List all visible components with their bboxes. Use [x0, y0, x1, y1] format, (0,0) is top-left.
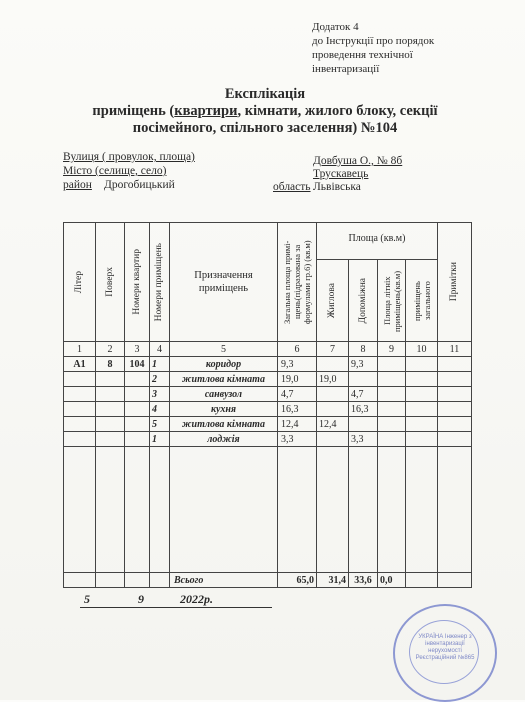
header-common: приміщень загального: [406, 260, 438, 342]
street-label: Вулиця ( провулок, площа): [63, 151, 195, 163]
col-number: 4: [150, 342, 170, 357]
col-number: 5: [170, 342, 278, 357]
appendix-line: проведення технічної: [312, 49, 413, 61]
appendix-line: Додаток 4: [312, 21, 359, 33]
document-title: [40, 86, 490, 137]
col-number: 8: [349, 342, 378, 357]
col-number: 3: [125, 342, 150, 357]
explication-table: [63, 222, 472, 588]
col-number: 6: [278, 342, 317, 357]
total-area: 65,0: [278, 573, 317, 588]
header-notes: Примітки: [438, 223, 472, 342]
document-date: [84, 592, 213, 607]
table-row: А1 8 104 1 коридор 9,3 9,3: [64, 357, 472, 372]
title-line-2: приміщень (квартири, кімнати, жилого блоку, секції: [92, 103, 438, 119]
official-seal: [393, 604, 497, 702]
title-line-3: посімейного, спільного заселення) №104: [132, 120, 398, 136]
col-number: 7: [317, 342, 349, 357]
appendix-note: [312, 20, 434, 76]
col-number: 9: [378, 342, 406, 357]
header-floor: Поверх: [96, 223, 125, 342]
total-row: [64, 573, 472, 588]
col-number: 1: [64, 342, 96, 357]
region-label: область: [273, 181, 311, 193]
header-room-numbers: Номери приміщень: [150, 223, 170, 342]
total-summer: 0,0: [378, 573, 406, 588]
col-number: 10: [406, 342, 438, 357]
district-label: район: [63, 179, 92, 191]
table-row: 2 житлова кімната 19,0 19,0: [64, 372, 472, 387]
header-aux: Допоміжна: [349, 260, 378, 342]
table-row: 1 лоджія 3,3 3,3: [64, 432, 472, 447]
total-aux: 33,6: [349, 573, 378, 588]
city-label: Місто (селище, село): [63, 165, 167, 177]
header-purpose: Призначення приміщень: [170, 223, 278, 342]
appendix-line: інвентаризації: [312, 63, 380, 75]
street-value: Довбуша О., № 8б: [313, 155, 403, 167]
header-total-area: Загальна площа примі-щень(підрахована за формулами гр.6) (кв.м): [278, 223, 317, 342]
date-year: 2022р.: [180, 592, 213, 606]
header-apt-numbers: Номери квартир: [125, 223, 150, 342]
seal-text: УКРАЇНА Інженер з інвентаризації нерухомості Реєстраційний №865: [415, 634, 475, 661]
appendix-line: до Інструкції про порядок: [312, 35, 435, 47]
header-summer: Площа літніх приміщень(кв.м): [378, 260, 406, 342]
region-value: Львівська: [313, 181, 361, 193]
header-liter: Літер: [64, 223, 96, 342]
district-value: Дрогобицький: [104, 179, 175, 191]
title-line-1: Експлікація: [224, 86, 306, 102]
date-underline: [80, 607, 272, 608]
header-living: Жиглова: [317, 260, 349, 342]
date-day: 5: [84, 592, 90, 606]
date-month: 9: [138, 592, 144, 606]
total-label: Всього: [170, 573, 278, 588]
table-row: 4 кухня 16,3 16,3: [64, 402, 472, 417]
col-number: 2: [96, 342, 125, 357]
city-value: Трускавець: [313, 168, 369, 180]
table-row: 3 санвузол 4,7 4,7: [64, 387, 472, 402]
title-underlined-word: квартири: [174, 103, 238, 119]
table-row: 5 житлова кімната 12,4 12,4: [64, 417, 472, 432]
total-living: 31,4: [317, 573, 349, 588]
header-area-group: Площа (кв.м): [317, 223, 438, 260]
empty-rows: [64, 447, 472, 573]
col-number: 11: [438, 342, 472, 357]
